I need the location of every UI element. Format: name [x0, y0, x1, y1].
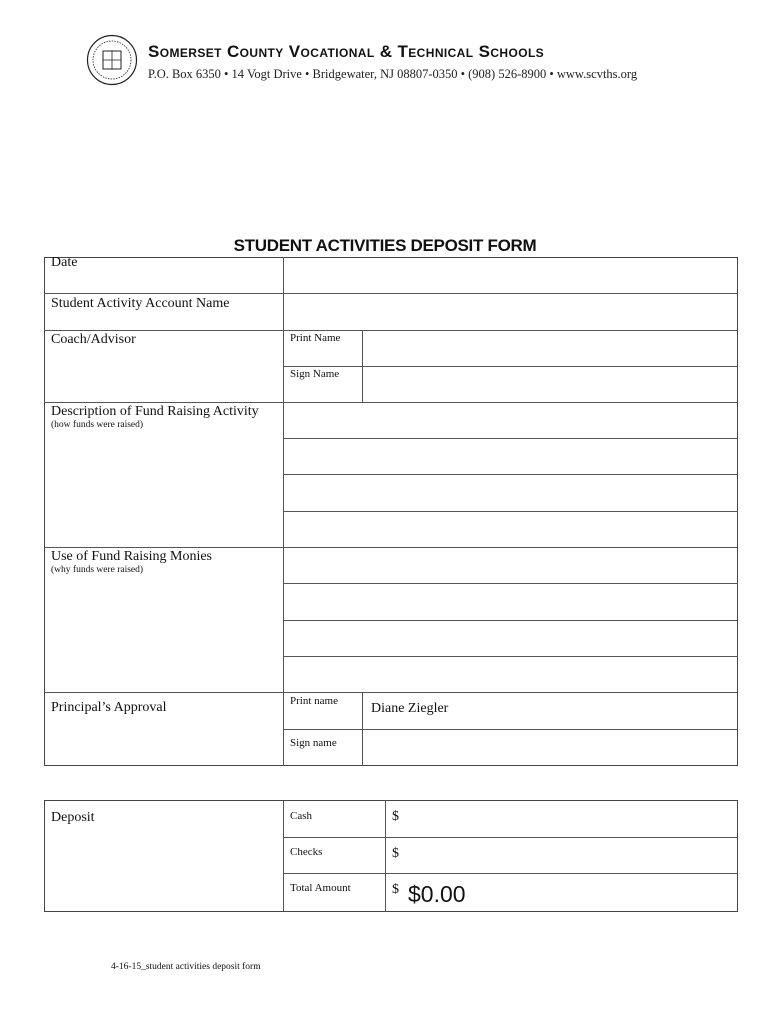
use-line-4[interactable] — [284, 657, 737, 691]
coach-advisor-label: Coach/Advisor — [51, 332, 136, 347]
deposit-label: Deposit — [51, 810, 95, 825]
use-line-1[interactable] — [284, 548, 737, 582]
account-name-label: Student Activity Account Name — [51, 296, 230, 311]
description-label: Description of Fund Raising Activity — [51, 404, 259, 419]
use-line-2[interactable] — [284, 584, 737, 619]
principal-sign-name-label: Sign name — [290, 737, 337, 749]
principal-sign-name-field[interactable] — [363, 730, 737, 765]
checks-amount-field[interactable] — [405, 838, 737, 872]
principal-print-name-value[interactable]: Diane Ziegler — [371, 701, 449, 716]
principal-print-name-label: Print name — [290, 695, 338, 707]
description-line-3[interactable] — [284, 475, 737, 510]
school-address: P.O. Box 6350 • 14 Vogt Drive • Bridgewater, NJ 08807-0350 • (908) 526-8900 • www.scvths.org — [148, 67, 638, 81]
principal-approval-label: Principal’s Approval — [51, 700, 167, 715]
letterhead — [86, 34, 686, 94]
checks-currency-symbol: $ — [392, 846, 399, 861]
coach-sign-name-field[interactable] — [363, 367, 737, 401]
total-currency-symbol: $ — [392, 882, 399, 897]
description-line-1[interactable] — [284, 403, 737, 437]
cash-label: Cash — [290, 810, 312, 822]
description-line-4[interactable] — [284, 512, 737, 546]
form-title: STUDENT ACTIVITIES DEPOSIT FORM — [233, 236, 537, 255]
cash-currency-symbol: $ — [392, 809, 399, 824]
description-line-2[interactable] — [284, 439, 737, 473]
footer-document-id: 4-16-15_student activities deposit form — [111, 962, 261, 972]
coach-sign-name-label: Sign Name — [290, 368, 340, 380]
cash-amount-field[interactable] — [405, 801, 737, 836]
use-of-monies-hint: (why funds were raised) — [51, 565, 144, 575]
use-line-3[interactable] — [284, 621, 737, 655]
date-label: Date — [51, 255, 78, 270]
coach-print-name-label: Print Name — [290, 332, 341, 344]
total-amount-label: Total Amount — [290, 882, 351, 894]
coach-print-name-field[interactable] — [363, 331, 737, 365]
use-of-monies-label: Use of Fund Raising Monies — [51, 549, 212, 564]
checks-label: Checks — [290, 846, 323, 858]
description-hint: (how funds were raised) — [51, 420, 144, 430]
total-amount-value[interactable]: $0.00 — [408, 881, 466, 907]
school-seal-icon — [86, 34, 138, 86]
account-name-field[interactable] — [284, 294, 737, 329]
date-field[interactable] — [284, 258, 737, 292]
school-name: Somerset County Vocational & Technical Schools — [148, 42, 545, 61]
